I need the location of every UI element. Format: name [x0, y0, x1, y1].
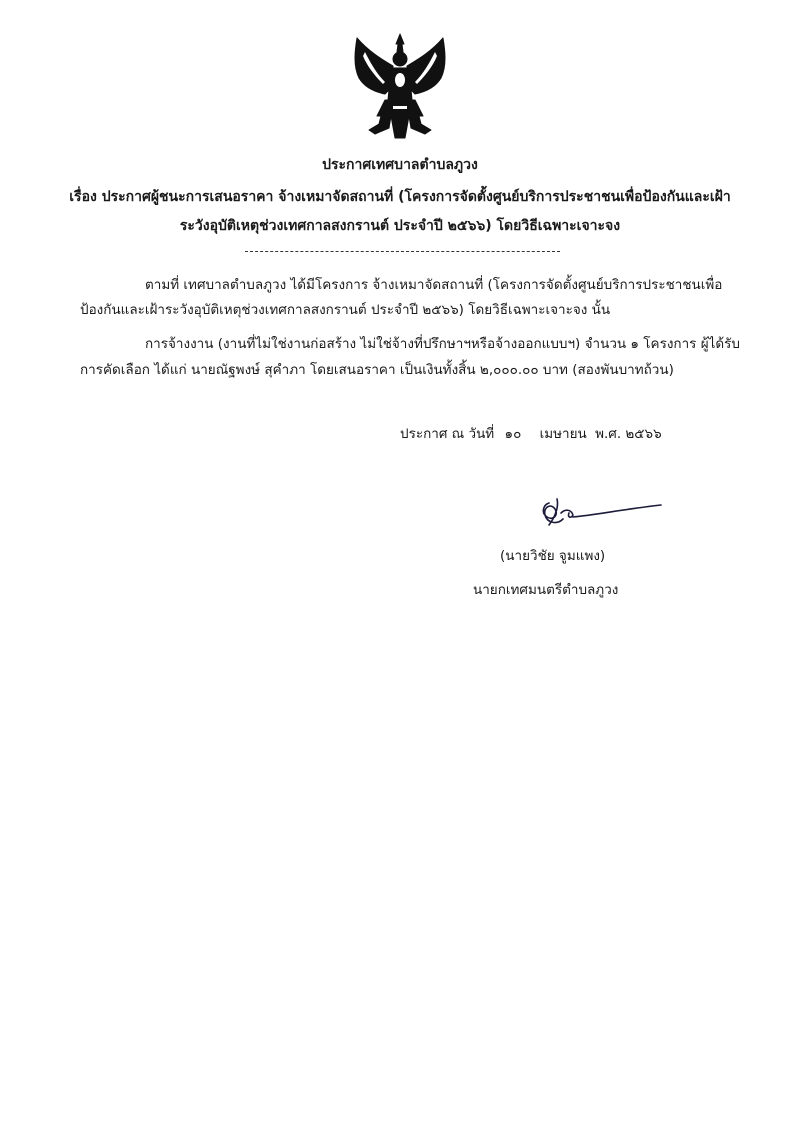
date-prefix: ประกาศ ณ วันที่ [400, 426, 495, 442]
paragraph-2-line-2: การคัดเลือก ได้แก่ นายณัฐพงษ์ สุคำภา โดยเสนอราคา เป็นเงินทั้งสิ้น ๒,๐๐๐.๐๐ บาท (สองพันบาทถ้วน) [80, 362, 674, 378]
paragraph-1-line-1: ตามที่ เทศบาลตำบลภูวง ได้มีโครงการ จ้างเหมาจัดสถานที่ (โครงการจัดตั้งศูนย์บริการประชาชนเพื่อ [145, 277, 723, 293]
date-month: เมษายน [539, 426, 587, 442]
signer-name: (นายวิชัย จูมแพง) [500, 548, 606, 564]
subject-line-2: ระวังอุบัติเหตุช่วงเทศกาลสงกรานต์ ประจำปี ๒๕๖๖) โดยวิธีเฉพาะเจาะจง [179, 218, 621, 234]
garuda-emblem-icon [345, 30, 455, 142]
announcement-date [400, 424, 662, 444]
signer-position: นายกเทศมนตรีตำบลภูวง [473, 582, 619, 598]
paragraph-2-line-1: การจ้างงาน (งานที่ไม่ใช่งานก่อสร้าง ไม่ใช่จ้างที่ปรึกษาฯหรือจ้างออกแบบฯ) จำนวน ๑ โครงการ ผู้ได้รับ [145, 336, 741, 352]
handwritten-signature [535, 495, 665, 535]
organization-title: ประกาศเทศบาลตำบลภูวง [322, 157, 478, 173]
subject-line-1: เรื่อง ประกาศผู้ชนะการเสนอราคา จ้างเหมาจัดสถานที่ (โครงการจัดตั้งศูนย์บริการประชาชนเพื่อป้องกันและเฝ้า [69, 189, 731, 205]
date-year: พ.ศ. ๒๕๖๖ [595, 426, 662, 442]
date-day: ๑๐ [504, 426, 522, 442]
dashed-divider [245, 251, 560, 252]
paragraph-1-line-2: ป้องกันและเฝ้าระวังอุบัติเหตุช่วงเทศกาลสงกรานต์ ประจำปี ๒๕๖๖) โดยวิธีเฉพาะเจาะจง นั้น [80, 302, 611, 318]
